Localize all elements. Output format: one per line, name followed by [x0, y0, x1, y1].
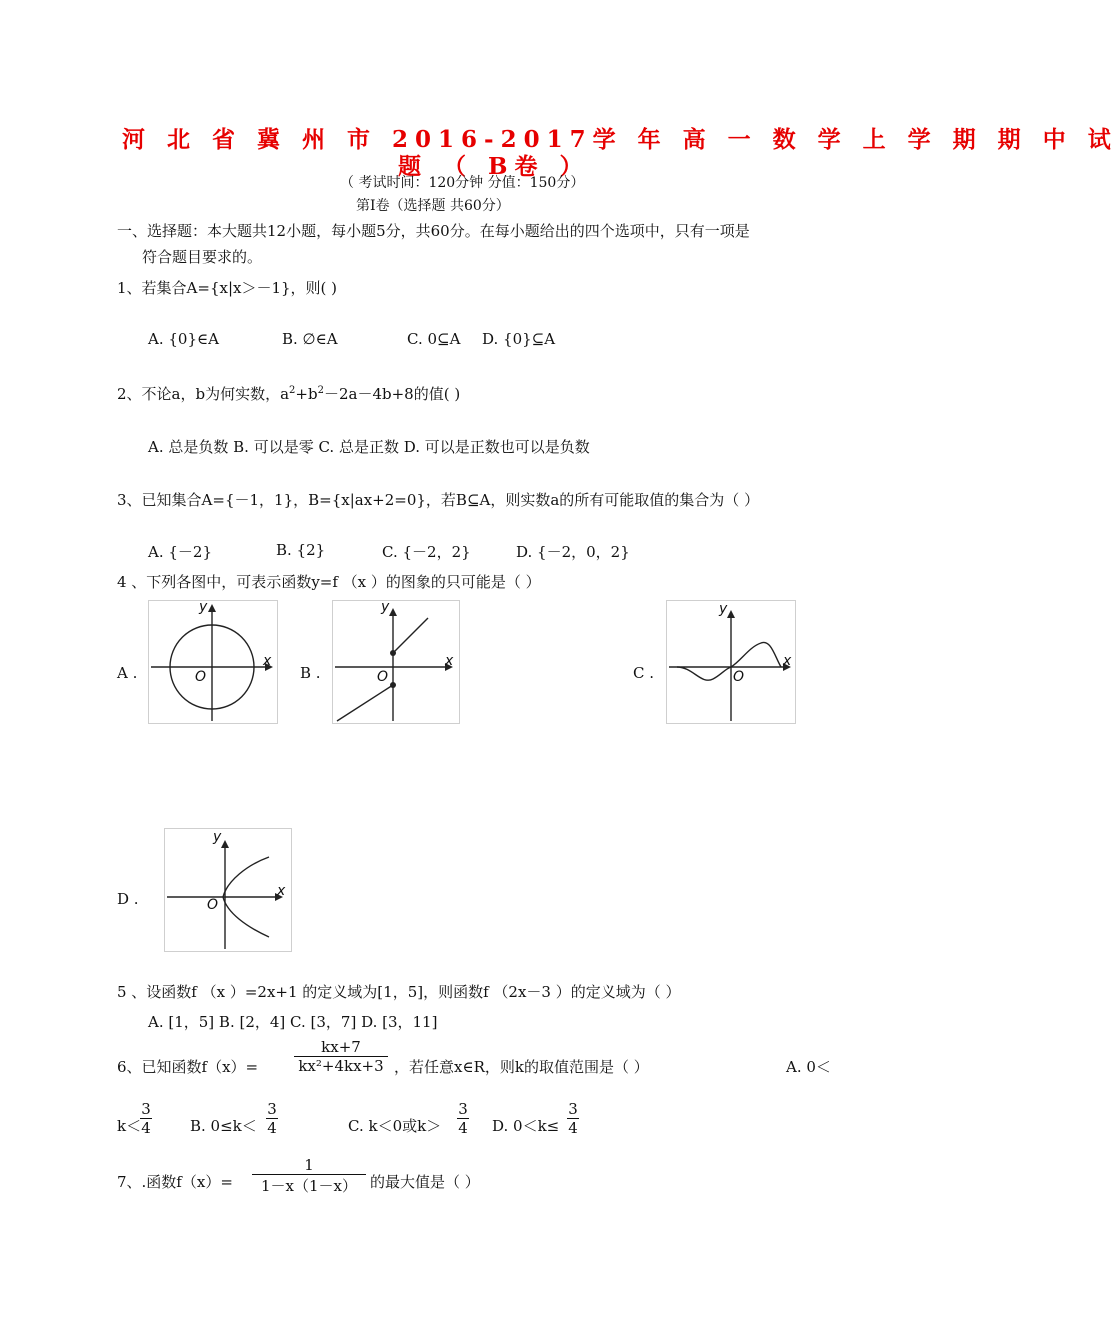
graph-b-label: B .	[300, 664, 321, 682]
question-6-option-d: D. 0＜k≤	[492, 1117, 560, 1135]
graph-b-x-label: x	[445, 653, 454, 669]
graph-d-y-label: y	[213, 829, 222, 845]
question-1-option-d: D. {0}⊆A	[482, 330, 556, 348]
q2-sup-b: 2	[317, 385, 324, 396]
question-1-option-b: B. ∅∈A	[282, 330, 338, 348]
doc-title-line1: 河 北 省 冀 州 市 2016-2017学 年 高 一 数 学 上 学 期 期 中 试	[122, 126, 1118, 153]
q6-numerator: kx+7	[321, 1038, 361, 1056]
question-2-options: A. 总是负数 B. 可以是零 C. 总是正数 D. 可以是正数也可以是负数	[148, 438, 590, 456]
q6-denominator: kx²+4kx+3	[298, 1057, 384, 1075]
q6-d-num: 3	[568, 1100, 578, 1118]
question-3-option-b: B. {2}	[276, 541, 326, 559]
q6-a-den: 4	[141, 1119, 151, 1137]
question-6-post: ，若任意x∈R，则k的取值范围是（ ）	[394, 1058, 649, 1076]
q6-c-num: 3	[458, 1100, 468, 1118]
section-instructions-line1: 一、选择题：本大题共12小题，每小题5分，共60分。在每小题给出的四个选项中，只有一项是	[117, 222, 750, 240]
graph-d-origin: O	[207, 897, 219, 913]
q6-d-den: 4	[568, 1119, 578, 1137]
question-3-stem: 3、已知集合A={－1，1}，B={x|ax+2=0}，若B⊆A，则实数a的所有可能取值的集合为（ ）	[117, 491, 760, 509]
question-7-post: 的最大值是（ ）	[370, 1173, 480, 1191]
graph-c-y-label: y	[719, 601, 728, 617]
graph-a-label: A .	[117, 664, 138, 682]
graph-a-origin: O	[195, 669, 207, 685]
q6-b-num: 3	[267, 1100, 277, 1118]
q6-option-c-fraction	[457, 1100, 469, 1137]
q6-option-d-fraction	[567, 1100, 579, 1137]
q2-sup-a: 2	[289, 385, 296, 396]
q7-denominator: 1－x（1－x）	[260, 1177, 357, 1195]
q2-stem-pre: 2、不论a，b为何实数，a	[117, 385, 290, 403]
question-3-option-c: C. {－2，2}	[382, 543, 471, 561]
question-6-option-b: B. 0≤k＜	[190, 1117, 257, 1135]
question-7-pre: 7、.函数f（x）=	[117, 1173, 233, 1191]
q7-numerator: 1	[304, 1156, 314, 1174]
graph-c-origin: O	[733, 669, 745, 685]
q6-option-a-fraction	[140, 1100, 152, 1137]
question-6-pre: 6、已知函数f（x）=	[117, 1058, 259, 1076]
q6-a-num: 3	[141, 1100, 151, 1118]
graph-c-cubic	[666, 600, 796, 724]
question-7-fraction	[252, 1156, 366, 1196]
volume-heading: 第Ⅰ卷（选择题 共60分）	[356, 198, 510, 214]
question-3-option-a: A. {－2}	[148, 543, 212, 561]
graph-b-lines	[332, 600, 460, 724]
question-1-option-c: C. 0⊆A	[407, 330, 461, 348]
q2-stem-post: －2a－4b+8的值( )	[323, 385, 461, 403]
question-6-option-a-label: A. 0＜	[786, 1058, 831, 1076]
graph-d-x-label: x	[277, 883, 286, 899]
question-6-fraction	[294, 1038, 388, 1075]
graph-d-label: D .	[117, 890, 139, 908]
graph-a-y-label: y	[199, 599, 208, 615]
question-2-stem	[117, 383, 460, 404]
exam-info: （ 考试时间：120分钟 分值：150分）	[340, 175, 585, 191]
q6-b-den: 4	[267, 1119, 277, 1137]
question-1-option-a: A. {0}∈A	[148, 330, 219, 348]
graph-b-origin: O	[377, 669, 389, 685]
question-4-stem: 4 、下列各图中，可表示函数y=f （x ）的图象的只可能是（ ）	[117, 573, 541, 591]
q6-c-den: 4	[458, 1119, 468, 1137]
question-5-options: A. [1，5] B. [2，4] C. [3，7] D. [3，11]	[148, 1013, 438, 1031]
graph-a-x-label: x	[263, 653, 272, 669]
question-3-option-d: D. {－2，0，2}	[516, 543, 630, 561]
q2-stem-mid: +b	[295, 385, 318, 403]
question-6-option-c: C. k＜0或k＞	[348, 1117, 442, 1135]
graph-a-circle	[148, 600, 278, 724]
q6-option-b-fraction	[266, 1100, 278, 1137]
section-instructions-line2: 符合题目要求的。	[142, 248, 263, 266]
graph-d-parabola	[164, 828, 292, 952]
question-6-option-a-k: k＜	[117, 1117, 142, 1135]
graph-b-y-label: y	[381, 599, 390, 615]
question-1-stem: 1、若集合A={x|x＞－1}，则( )	[117, 279, 338, 297]
graph-c-x-label: x	[783, 653, 792, 669]
doc-title-line2: 题 （ B卷 ）	[398, 153, 590, 180]
question-5-stem: 5 、设函数f （x ）=2x+1 的定义域为[1，5]，则函数f （2x－3 ）的定义域为（ ）	[117, 983, 681, 1001]
graph-c-label: C .	[633, 664, 655, 682]
